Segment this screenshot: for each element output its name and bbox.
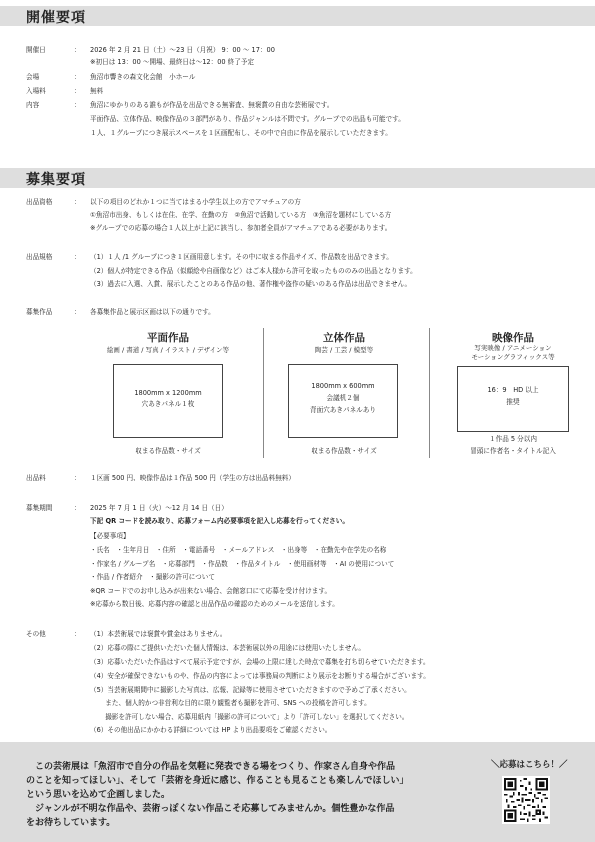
colon: ： bbox=[74, 101, 81, 109]
rule-line: （1）１人 /1 グループにつき１区画用意します。その中に収まる作品サイズ、作品数を出品できます。 bbox=[90, 253, 393, 261]
content-line: 魚沼にゆかりのある誰もが作品を出品できる無審査、無褒賞の自由な芸術展です。 bbox=[90, 101, 334, 109]
category-title-flat: 平面作品 bbox=[147, 332, 189, 344]
colon: ： bbox=[74, 46, 81, 54]
footer-message bbox=[26, 760, 409, 830]
category-sub-3d: 陶芸 / 工芸 / 模型等 bbox=[314, 346, 374, 354]
qual-line: ※グループでの応募の場合１人以上が上記に該当し、参加者全員がアマチュアである必要があります。 bbox=[90, 224, 392, 232]
footer-line: をお待ちしています。 bbox=[26, 818, 116, 828]
3d-size-text: 1800mm x 600mm bbox=[311, 382, 375, 390]
video-spec-text: 推奨 bbox=[506, 398, 520, 406]
fee-value: 無料 bbox=[90, 87, 104, 95]
works-label: 募集作品 bbox=[26, 308, 53, 316]
apply-note: ※QR コードでのお申し込みが出来ない場合、会館窓口にて応募を受け付けます。 bbox=[90, 587, 332, 595]
other-line: 撮影を許可しない場合、応募用紙内「撮影の許可について」より「許可しない」を選択してください。 bbox=[90, 713, 409, 721]
qual-line: ①魚沼市出身、もしくは在住、在学、在勤の方 ②魚沼で活動している方 ③魚沼を題材にしている方 bbox=[90, 211, 392, 219]
video-caption: １作品 5 分以内 bbox=[489, 435, 537, 443]
qual-label: 出品資格 bbox=[26, 198, 53, 206]
colon: ： bbox=[74, 504, 81, 512]
colon: ： bbox=[74, 73, 81, 81]
period-value: 2026 年 2 月 21 日（土）～23 日（月祝） 9：00 ～ 17：00 bbox=[90, 46, 275, 54]
video-spec-box bbox=[457, 366, 569, 432]
flat-size-text: 穴あきパネル１枚 bbox=[141, 400, 195, 408]
other-line: （6）その他出品にかかわる詳細については HP より出品要項をご確認ください。 bbox=[90, 726, 332, 734]
3d-size-text: 背面穴あきパネルあり bbox=[310, 406, 376, 414]
venue-label: 会場 bbox=[26, 73, 40, 81]
other-line: （1）本芸術展では褒賞や賞金はありません。 bbox=[90, 630, 227, 638]
colon: ： bbox=[74, 308, 81, 316]
category-title-video: 映像作品 bbox=[492, 332, 534, 344]
apply-label: 募集期間 bbox=[26, 504, 53, 512]
qr-label: ＼応募はこちら！／ bbox=[491, 760, 568, 770]
qual-line: 以下の項目のどれか１つに当てはまる小学生以上の方でアマチュアの方 bbox=[90, 198, 301, 206]
section-header-overview bbox=[0, 6, 595, 26]
period-label: 開催日 bbox=[26, 46, 46, 54]
category-title-3d: 立体作品 bbox=[323, 332, 365, 344]
other-label: その他 bbox=[26, 630, 46, 638]
period-note: ※初日は 13：00 ～開場、最終日は～12：00 終了予定 bbox=[90, 58, 255, 66]
content-label: 内容 bbox=[26, 101, 40, 109]
section-header-recruit bbox=[0, 168, 595, 188]
video-caption: 冒頭に作者名・タイトル記入 bbox=[470, 447, 556, 455]
section-title-overview: 開催要項 bbox=[26, 10, 86, 26]
3d-size-box bbox=[288, 364, 398, 438]
rule-label: 出品規格 bbox=[26, 253, 53, 261]
qr-code[interactable] bbox=[502, 776, 550, 824]
colon: ： bbox=[74, 198, 81, 206]
apply-note: ※応募から数日後、応募内容の確認と出品作品の確認のためのメールを送信します。 bbox=[90, 600, 339, 608]
entryfee-label: 出品料 bbox=[26, 474, 46, 482]
category-sub-video: モーショングラフィックス等 bbox=[471, 353, 555, 361]
other-line: （3）応募いただいた作品はすべて展示予定ですが、会場の上限に達した時点で募集を打ち切らせていただきます。 bbox=[90, 658, 430, 666]
category-sub-flat: 絵画 / 書道 / 写真 / イラスト / デザイン等 bbox=[106, 346, 230, 354]
colon: ： bbox=[74, 87, 81, 95]
content-line: 平面作品、立体作品、映像作品の３部門があり、作品ジャンルは不問です。グループでの出品も可能です。 bbox=[90, 115, 405, 123]
category-sub-video: 写実映像 / アニメーション bbox=[474, 344, 552, 352]
flat-caption: 収まる作品数・サイズ bbox=[135, 447, 201, 455]
required-head: 【必要事項】 bbox=[90, 532, 130, 540]
flat-size-box bbox=[113, 364, 223, 438]
required-line: ・作家名 / グループ名 ・応募部門 ・作品数 ・作品タイトル ・使用画材等 ・AI の使用について bbox=[90, 560, 395, 568]
content-line: １人、１グループにつき展示スペースを１区画配布し、その中で自由に作品を展示していただきます。 bbox=[90, 129, 392, 137]
works-value: 各募集作品と展示区画は以下の通りです。 bbox=[90, 308, 215, 316]
3d-size-text: 会議机２個 bbox=[326, 394, 360, 402]
other-line: （2）応募の際にご提供いただいた個人情報は、本芸術展以外の用途には使用いたしません。 bbox=[90, 644, 365, 652]
footer-line: ジャンルが不明な作品や、芸術っぽくない作品こそ応募してみませんか。個性豊かな作品 bbox=[26, 804, 395, 814]
footer-line: という思いを込めて企画しました。 bbox=[26, 790, 171, 800]
apply-instruction: 下記 QR コードを読み取り、応募フォーム内必要事項を記入し応募を行ってください。 bbox=[90, 517, 349, 525]
rule-line: （3）過去に入選、入賞、展示したことのある作品の他、著作権や盗作の疑いのある作品は出品できません。 bbox=[90, 280, 412, 288]
rule-line: （2）個人が特定できる作品（似顔絵や自画像など）はご本人様から許可を取ったもののみの出品となります。 bbox=[90, 267, 417, 275]
3d-caption: 収まる作品数・サイズ bbox=[311, 447, 377, 455]
footer-line: この芸術展は「魚沼市で自分の作品を気軽に発表できる場をつくり、作家さん自身や作品 bbox=[26, 762, 396, 772]
entryfee-value: １区画 500 円、映像作品は１作品 500 円（学生の方は出品料無料） bbox=[90, 474, 295, 482]
colon: ： bbox=[74, 253, 81, 261]
required-line: ・氏名 ・生年月日 ・住所 ・電話番号 ・メールアドレス ・出身等 ・在勤先や在学先の名称 bbox=[90, 546, 387, 554]
section-title-recruit: 募集要項 bbox=[26, 172, 86, 188]
other-line: （4）安全が確保できないものや、作品の内容によっては事務局の判断により展示をお断りする場合がございます。 bbox=[90, 672, 430, 680]
apply-value: 2025 年 7 月 1 日（火）～12 月 14 日（日） bbox=[90, 504, 228, 512]
other-line: （5）当芸術展期間中に撮影した写真は、広報、記録等に使用させていただきますので予めご了承ください。 bbox=[90, 686, 411, 694]
colon: ： bbox=[74, 474, 81, 482]
colon: ： bbox=[74, 630, 81, 638]
fee-label: 入場料 bbox=[26, 87, 46, 95]
flat-size-text: 1800mm x 1200mm bbox=[134, 389, 202, 397]
video-spec-text: 16：9 HD 以上 bbox=[487, 386, 539, 394]
other-line: また、個人的かつ非営利な目的に限り観覧者も撮影を許可、SNS への投稿を許可します。 bbox=[90, 699, 371, 707]
venue-value: 魚沼市響きの森文化会館 小ホール bbox=[90, 73, 196, 81]
required-line: ・作品 / 作者紹介 ・撮影の許可について bbox=[90, 573, 215, 581]
footer-line: のことを知ってほしい」、そして「芸術を身近に感じ、作ることも見ることも楽しんでほしい」 bbox=[26, 776, 409, 786]
